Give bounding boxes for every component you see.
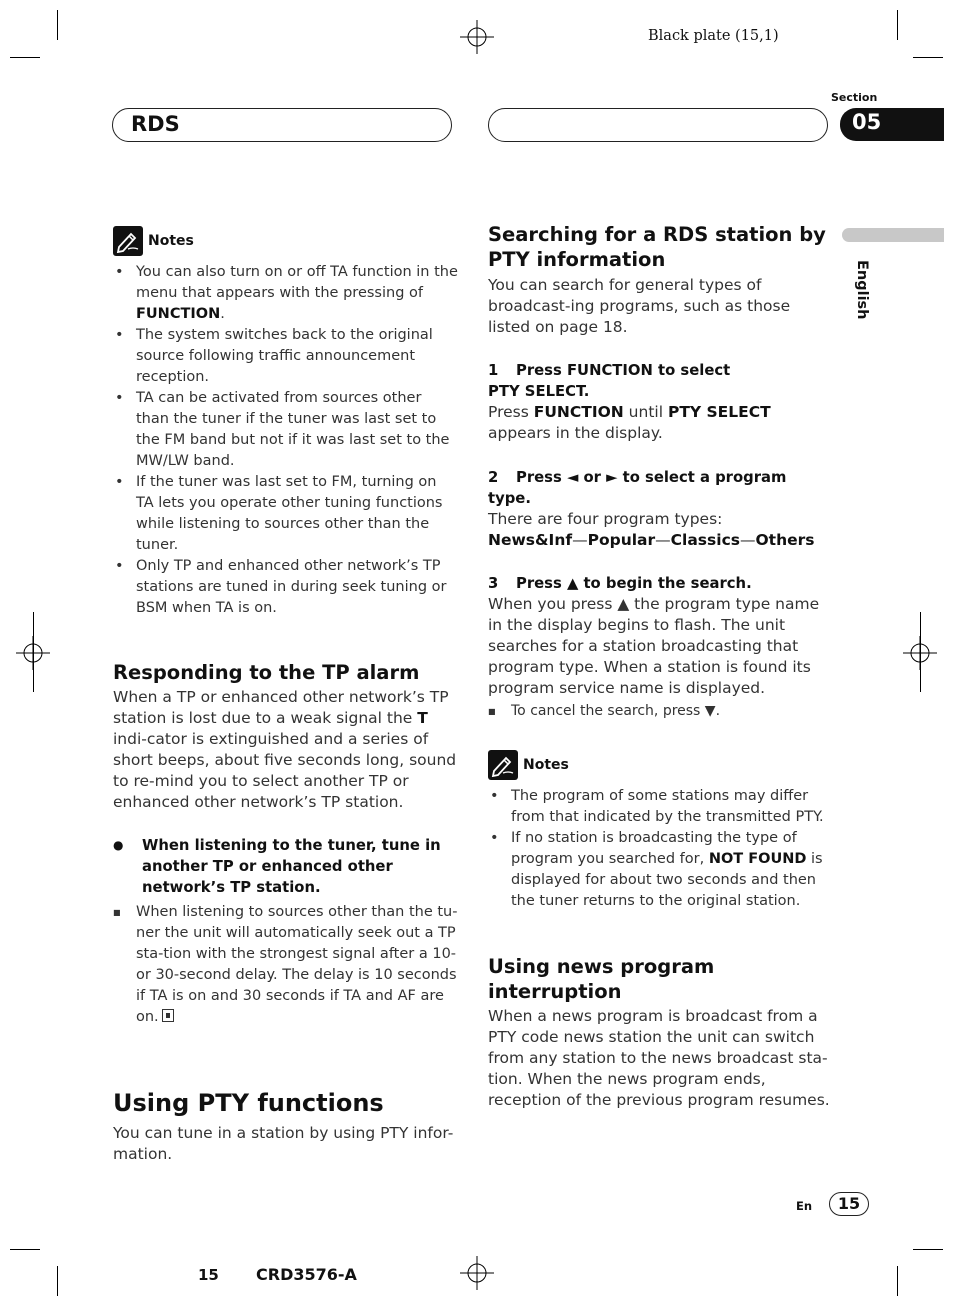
notes-list xyxy=(488,786,830,912)
notes-list xyxy=(113,262,458,619)
note-item: • If no station is broadcasting the type of program you searched for, NOT FOUND is displayed for about two seconds and then the tuner returns to the original station. xyxy=(488,828,830,912)
note-item: • You can also turn on or off TA function in the menu that appears with the pressing of FUNCTION. xyxy=(113,262,458,325)
registration-line xyxy=(33,612,34,692)
registration-mark-icon xyxy=(460,1256,494,1290)
section-heading-search-pty: Searching for a RDS station by PTY information xyxy=(488,223,826,271)
model-number: CRD3576-A xyxy=(256,1265,357,1284)
step-3-detail: ■ To cancel the search, press ▼. xyxy=(488,701,830,722)
step-3-title: 3 Press ▲ to begin the search. xyxy=(488,575,752,592)
note-item: • TA can be activated from sources other than the tuner if the tuner was last set to the FM band but not if it was last set to the MW/LW band. xyxy=(113,388,458,472)
print-page-number: 15 xyxy=(198,1266,219,1284)
right-column xyxy=(488,222,830,1111)
note-item: • If the tuner was last set to FM, turning on TA lets you operate other tuning functions while listening to sources other than the tuner. xyxy=(113,472,458,556)
chapter-tab xyxy=(112,108,452,142)
page-number: 15 xyxy=(829,1192,869,1216)
notes-title: Notes xyxy=(523,757,569,773)
program-types: News&Inf—Popular—Classics—Others xyxy=(488,531,815,549)
pty-body: You can tune in a station by using PTY infor-mation. xyxy=(113,1124,454,1163)
step-2-body: There are four program types: xyxy=(488,510,723,528)
crop-mark xyxy=(10,57,40,58)
end-mark-icon xyxy=(162,1009,174,1022)
section-number: 05 xyxy=(852,110,882,134)
tp-step-detail: ■ When listening to sources other than the tu-ner the unit will automatically seek out a TP sta-tion with the strongest signal after a 10- or 30-second delay. The delay is 10 seconds if TA is on and 30 seconds if TA and AF are on. xyxy=(113,902,458,1028)
crop-mark xyxy=(57,10,58,40)
tp-step: ● When listening to the tuner, tune in another TP or enhanced other network’s TP station. xyxy=(113,835,458,898)
plate-label: Black plate (15,1) xyxy=(648,28,779,44)
chapter-title: RDS xyxy=(131,112,180,136)
notes-header xyxy=(488,750,830,780)
tp-alarm-body: When a TP or enhanced other network’s TP station is lost due to a weak signal the T indi-cator is extinguished and a series of short beeps, about five seconds long, sound to re-mind you to select another TP or enhanced other network’s TP station. xyxy=(113,688,457,811)
crop-mark xyxy=(10,1249,40,1250)
footer-language-code: En xyxy=(796,1199,813,1213)
registration-line xyxy=(920,612,921,692)
crop-mark xyxy=(913,57,943,58)
search-body: You can search for general types of broadcast-ing programs, such as those listed on page 18. xyxy=(488,276,791,336)
notes-title: Notes xyxy=(148,233,194,249)
notes-header xyxy=(113,226,458,256)
section-heading-tp-alarm: Responding to the TP alarm xyxy=(113,661,420,684)
news-body: When a news program is broadcast from a PTY code news station the unit can switch from any station to the news broadcast sta-tion. When the news program ends, reception of the previous program resumes. xyxy=(488,1007,830,1109)
note-item: • Only TP and enhanced other network’s TP stations are tuned in during seek tuning or BSM when TA is on. xyxy=(113,556,458,619)
left-column xyxy=(113,226,458,1165)
language-label: English xyxy=(854,260,870,320)
crop-mark xyxy=(897,1266,898,1296)
section-label: Section xyxy=(831,91,878,104)
section-number-badge xyxy=(840,108,944,141)
section-heading-pty: Using PTY functions xyxy=(113,1089,384,1117)
chapter-tab-empty xyxy=(488,108,828,142)
registration-mark-icon xyxy=(460,20,494,54)
step-1-body: Press FUNCTION until PTY SELECT appears in the display. xyxy=(488,403,771,442)
section-heading-news: Using news program interruption xyxy=(488,955,715,1003)
notes-pencil-icon xyxy=(488,750,518,780)
language-tab-bar xyxy=(842,228,944,242)
language-tab xyxy=(848,260,872,340)
note-item: • The program of some stations may differ from that indicated by the transmitted PTY. xyxy=(488,786,830,828)
crop-mark xyxy=(57,1266,58,1296)
step-2-title: 2 Press ◄ or ► to select a program type. xyxy=(488,469,787,507)
crop-mark xyxy=(913,1249,943,1250)
notes-pencil-icon xyxy=(113,226,143,256)
step-1-title: 1 Press FUNCTION to select PTY SELECT. xyxy=(488,362,731,400)
crop-mark xyxy=(897,10,898,40)
note-item: • The system switches back to the original source following traffic announcement reception. xyxy=(113,325,458,388)
step-3-body: When you press ▲ the program type name in the display begins to flash. The unit searches for a station broadcasting that program type. When a station is found its program service name is displayed. xyxy=(488,595,820,697)
